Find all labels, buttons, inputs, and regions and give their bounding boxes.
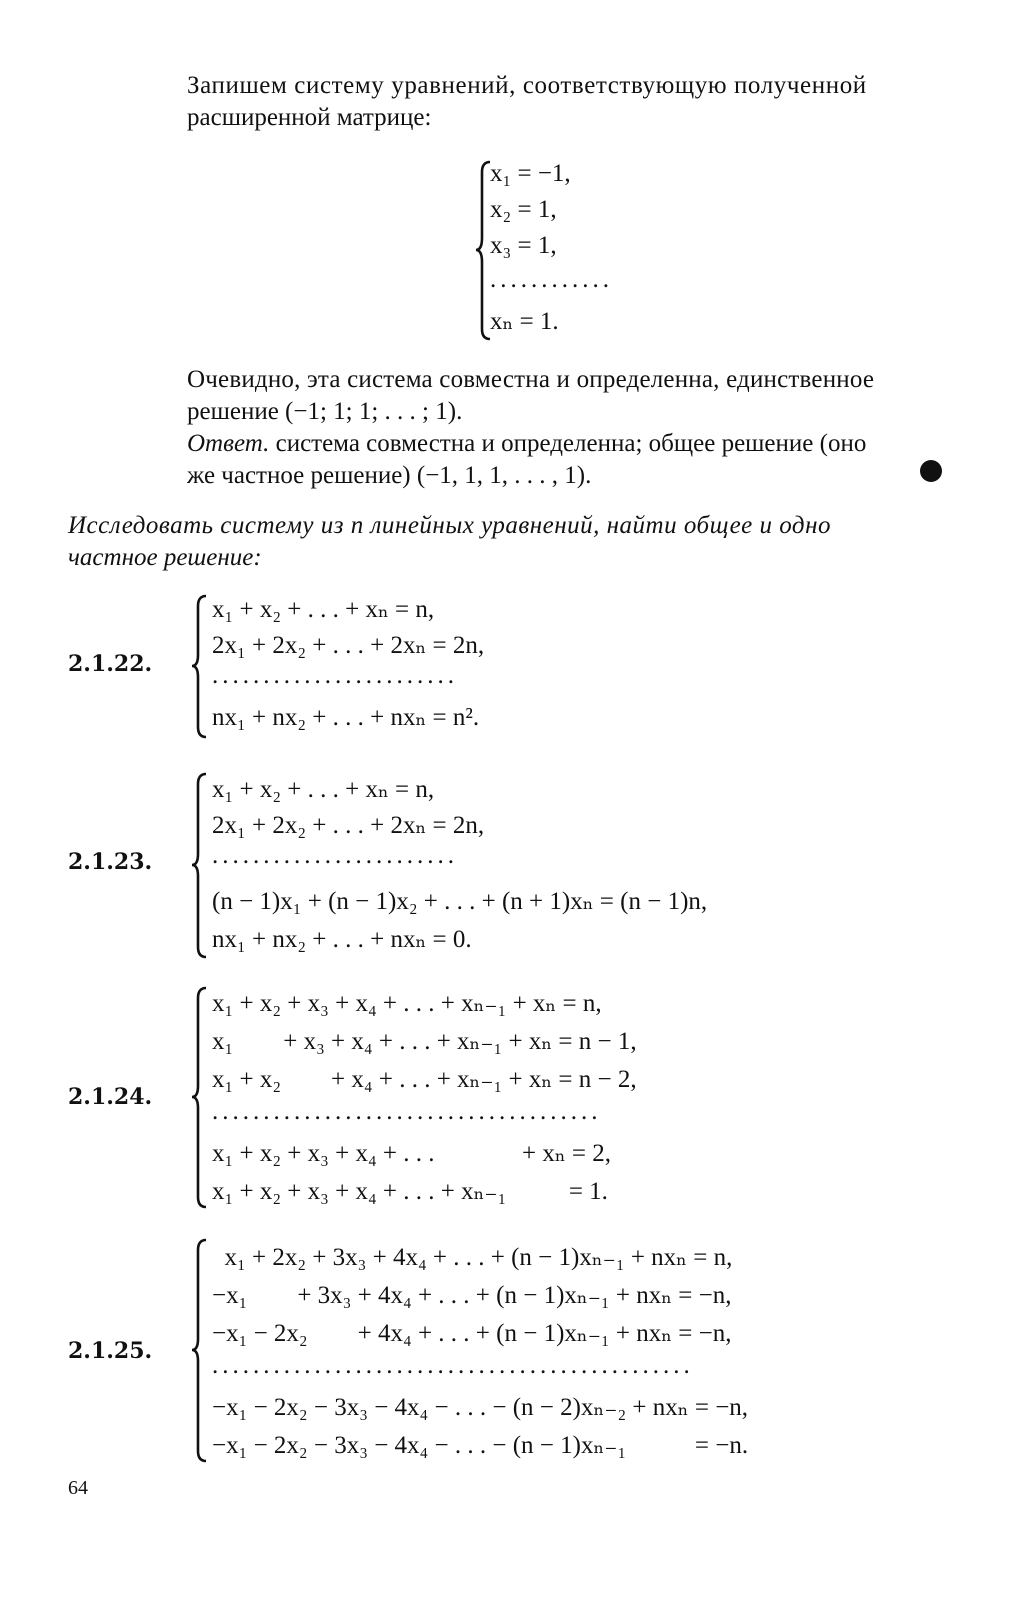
solution-system (474, 158, 674, 343)
system-row: xₙ = 1. (490, 308, 559, 335)
equation-row: 2x₁ + 2x₂ + . . . + 2xₙ = 2n, (212, 632, 485, 659)
equation-dots-row: ...................................... (212, 1098, 602, 1125)
equation-row: x₁ + x₃ + x₄ + . . . + xₙ₋₁ + xₙ = n − 1, (212, 1028, 637, 1055)
system-row: x₁ = −1, (490, 160, 571, 187)
equation-row: −x₁ − 2x₂ − 3x₃ − 4x₄ − . . . − (n − 2)xₙ₋₂ + nxₙ = −n, (212, 1394, 749, 1421)
answer-paragraph (187, 428, 947, 492)
equation-row: −x₁ − 2x₂ − 3x₃ − 4x₄ − . . . − (n − 1)xₙ₋₁ = −n. (212, 1432, 749, 1459)
equation-dots-row: ............................................... (212, 1352, 694, 1379)
answer-line-2: же частное решение) (−1, 1, 1, . . . , 1). (187, 462, 592, 489)
equation-dots-row: ........................ (212, 662, 458, 689)
equation-row: nx₁ + nx₂ + . . . + nxₙ = n². (212, 704, 480, 731)
system-row: x₃ = 1, (490, 232, 557, 259)
problem-number: 2.1.24. (68, 1084, 153, 1110)
task-line-1: Исследовать систему из n линейных уравнений, найти общее и одно (68, 512, 831, 539)
equation-row: x₁ + x₂ + . . . + xₙ = n, (212, 596, 435, 623)
intro-paragraph (187, 70, 947, 134)
problem-system (190, 984, 890, 1212)
equation-row: x₁ + x₂ + x₄ + . . . + xₙ₋₁ + xₙ = n − 2, (212, 1066, 637, 1093)
intro-line-1: Запишем систему уравнений, соответствующую полученной (187, 72, 867, 99)
problem-system (190, 592, 790, 742)
left-brace (190, 770, 210, 962)
problem-number: 2.1.25. (68, 1338, 153, 1364)
conclusion-paragraph (187, 364, 947, 428)
conclusion-line-2: решение (−1; 1; 1; . . . ; 1). (187, 398, 463, 425)
answer-text: система совместна и определенна; общее решение (оно (269, 430, 867, 457)
page-number: 64 (68, 1477, 88, 1499)
equation-row: −x₁ + 3x₃ + 4x₄ + . . . + (n − 1)xₙ₋₁ + nxₙ = −n, (212, 1282, 732, 1309)
equation-row: −x₁ − 2x₂ + 4x₄ + . . . + (n − 1)xₙ₋₁ + nxₙ = −n, (212, 1320, 732, 1347)
system-dots-row: ............ (490, 266, 613, 293)
equation-row: x₁ + x₂ + x₃ + x₄ + . . . + xₙ₋₁ = 1. (212, 1178, 608, 1205)
problem-system (190, 1236, 950, 1466)
equation-row: x₁ + 2x₂ + 3x₃ + 4x₄ + . . . + (n − 1)xₙ₋₁ + nxₙ = n, (212, 1244, 733, 1271)
problem-number: 2.1.23. (68, 849, 153, 875)
equation-row: nx₁ + nx₂ + . . . + nxₙ = 0. (212, 926, 472, 953)
equation-row: (n − 1)x₁ + (n − 1)x₂ + . . . + (n + 1)xₙ = (n − 1)n, (212, 888, 708, 915)
problem-number: 2.1.22. (68, 651, 153, 677)
left-brace (190, 1236, 210, 1466)
equation-row: 2x₁ + 2x₂ + . . . + 2xₙ = 2n, (212, 812, 485, 839)
conclusion-line-1: Очевидно, эта система совместна и определенна, единственное (187, 366, 875, 393)
end-of-solution-bullet-icon (920, 460, 942, 482)
left-brace (190, 592, 210, 742)
intro-line-2: расширенной матрице: (187, 104, 432, 131)
left-brace (190, 984, 210, 1212)
problem-system (190, 770, 890, 962)
equation-row: x₁ + x₂ + x₃ + x₄ + . . . + xₙ = 2, (212, 1140, 612, 1167)
equation-dots-row: ........................ (212, 842, 458, 869)
answer-line-1 (187, 428, 947, 460)
task-line-2: частное решение: (68, 544, 262, 571)
answer-label: Ответ. (187, 430, 270, 457)
equation-row: x₁ + x₂ + . . . + xₙ = n, (212, 776, 435, 803)
equation-row: x₁ + x₂ + x₃ + x₄ + . . . + xₙ₋₁ + xₙ = n, (212, 990, 602, 1017)
task-statement (68, 510, 948, 574)
system-row: x₂ = 1, (490, 196, 557, 223)
